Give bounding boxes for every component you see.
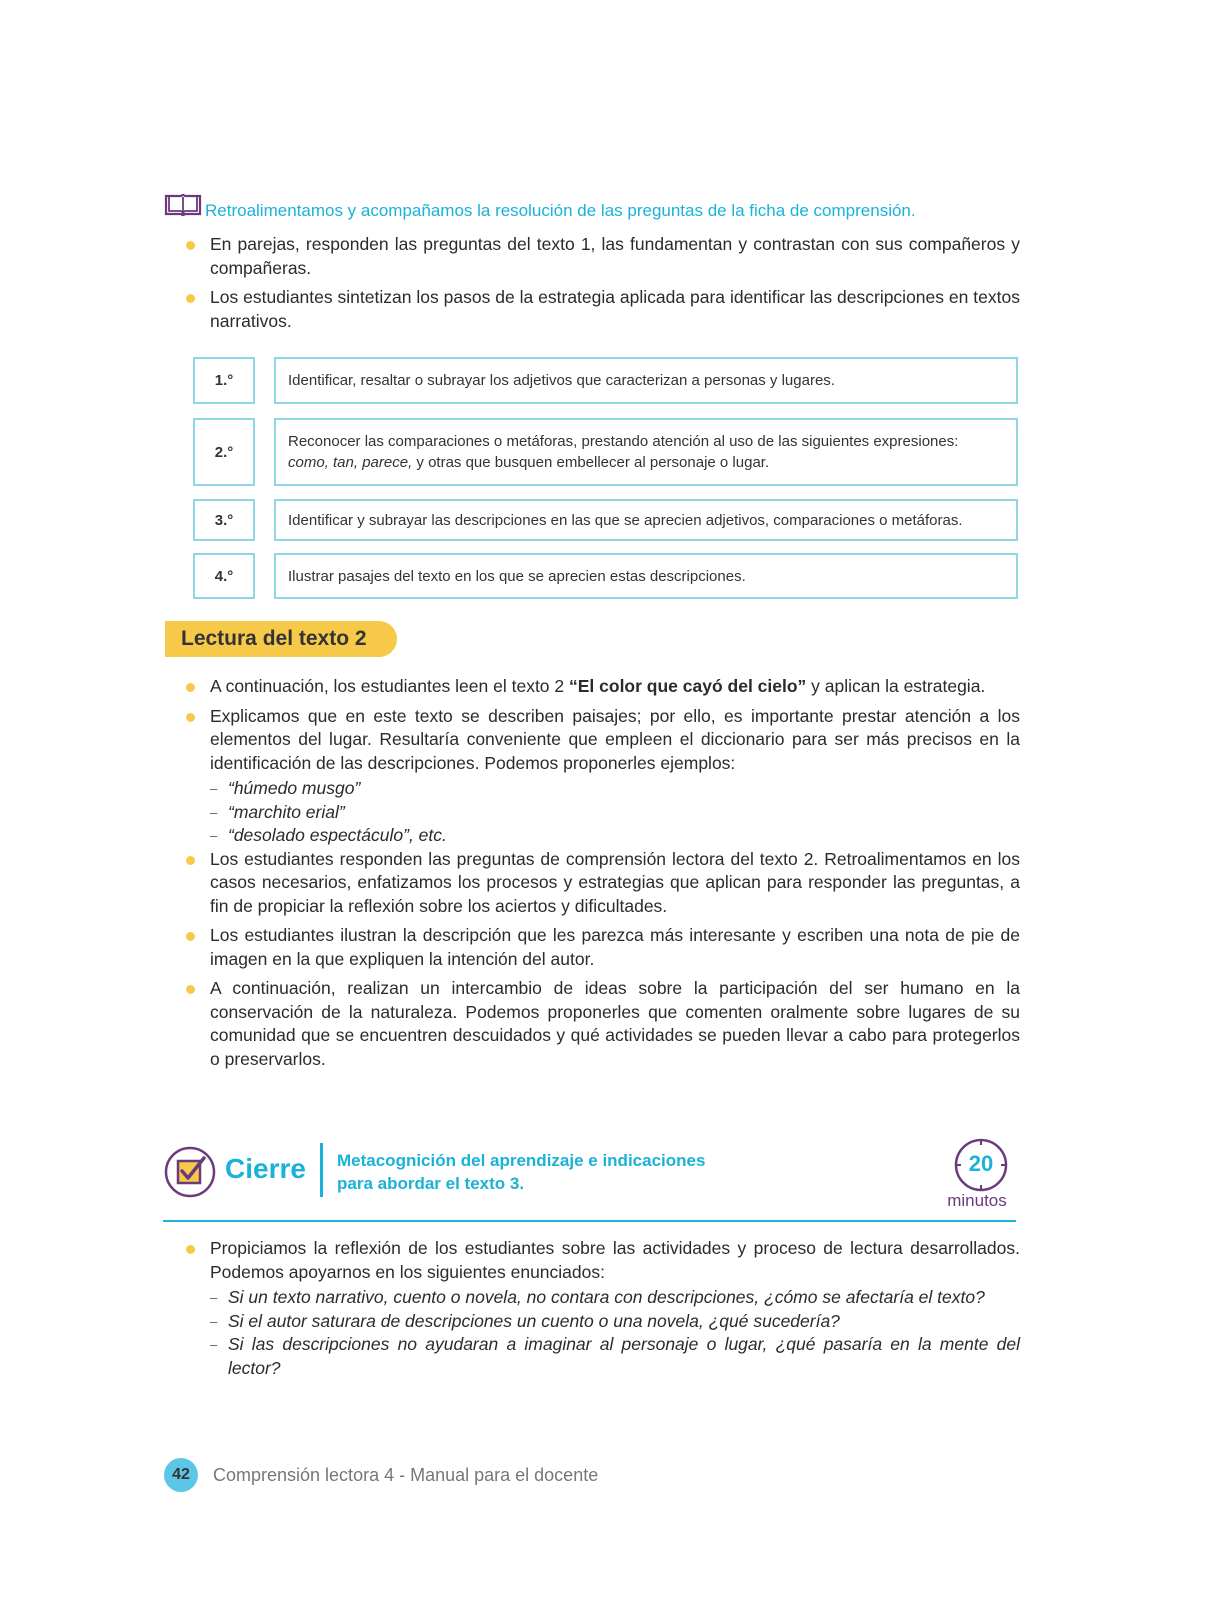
step-text: Identificar, resaltar o subrayar los adjetivos que caracterizan a personas y lugares. xyxy=(274,357,1018,404)
step-text: Identificar y subrayar las descripciones en las que se aprecien adjetivos, comparaciones o metáforas. xyxy=(274,499,1018,541)
question-item: – Si el autor saturara de descripciones un cuento o una novela, ¿qué sucedería? xyxy=(210,1310,1020,1334)
text-part: Propiciamos la reflexión de los estudiantes sobre las actividades y proceso de lectura desarrollados. Podemos apoyarnos en los siguientes enunciados: xyxy=(210,1238,1020,1282)
page-number: 42 xyxy=(164,1458,198,1492)
text-title: “El color que cayó del cielo” xyxy=(569,676,807,696)
list-item: A continuación, realizan un intercambio de ideas sobre la participación del ser humano en la conservación de la naturaleza. Podemos proponerles que comenten oralmente sobre lugares de su comunidad que se encuentren descuidados y qué actividades se pueden llevar a cabo para protegerlos o preservarlos. xyxy=(186,977,1020,1071)
example-item: – “húmedo musgo” xyxy=(210,777,1020,801)
subtitle-line: para abordar el texto 3. xyxy=(337,1174,525,1193)
question-item: – Si las descripciones no ayudaran a imaginar al personaje o lugar, ¿qué pasaría en la mente del lector? xyxy=(210,1333,1020,1380)
list-item: En parejas, responden las preguntas del texto 1, las fundamentan y contrastan con sus compañeros y compañeras. xyxy=(186,233,1020,280)
cierre-subtitle xyxy=(337,1149,705,1195)
example-list xyxy=(210,777,1020,848)
text-part: Explicamos que en este texto se describen paisajes; por ello, es importante prestar atención a los elementos del lugar. Resultaría conveniente que empleen el diccionario para ser más precisos en la identificación de las descripciones. Podemos proponerles ejemplos: xyxy=(210,705,1020,773)
step-number: 2.° xyxy=(193,418,255,486)
cierre-title: Cierre xyxy=(225,1153,306,1184)
list-item xyxy=(186,1237,1020,1380)
lectura-bullets xyxy=(186,675,1020,1077)
list-item: Los estudiantes ilustran la descripción que les parezca más interesante y escriben una nota de pie de imagen en la que expliquen la intención del autor. xyxy=(186,924,1020,971)
intro-bullets xyxy=(186,233,1020,339)
step-text-part: Reconocer las comparaciones o metáforas, prestando atención al uso de las siguientes expresiones: xyxy=(288,433,959,450)
cierre-rule xyxy=(163,1220,1016,1222)
checkbox-icon xyxy=(164,1146,216,1198)
question-item: – Si un texto narrativo, cuento o novela, no contara con descripciones, ¿cómo se afectaría el texto? xyxy=(210,1286,1020,1310)
list-item xyxy=(186,705,1020,848)
timer-value: 20 xyxy=(968,1151,994,1176)
step-number: 3.° xyxy=(193,499,255,541)
example-item: – “marchito erial” xyxy=(210,801,1020,825)
text-part: A continuación, los estudiantes leen el texto 2 xyxy=(210,676,569,696)
divider xyxy=(320,1143,323,1197)
step-number: 1.° xyxy=(193,357,255,404)
book-icon xyxy=(164,193,202,217)
cierre-bullets xyxy=(186,1237,1020,1386)
step-text-part: y otras que busquen embellecer al personaje o lugar. xyxy=(412,454,770,471)
step-text xyxy=(274,418,1018,486)
subtitle-line: Metacognición del aprendizaje e indicaciones xyxy=(337,1151,706,1170)
question-list xyxy=(210,1286,1020,1380)
example-item: – “desolado espectáculo”, etc. xyxy=(210,824,1020,848)
intro-heading: Retroalimentamos y acompañamos la resolución de las preguntas de la ficha de comprensión. xyxy=(205,201,916,220)
footer-title: Comprensión lectora 4 - Manual para el docente xyxy=(213,1465,599,1485)
step-number: 4.° xyxy=(193,553,255,599)
list-item xyxy=(186,675,1020,699)
list-item: Los estudiantes responden las preguntas de comprensión lectora del texto 2. Retroalimentamos en los casos necesarios, enfatizamos los procesos y estrategias que aplican para responder las preguntas, a fin de propiciar la reflexión sobre los aciertos y dificultades. xyxy=(186,848,1020,919)
step-text: Ilustrar pasajes del texto en los que se aprecien estas descripciones. xyxy=(274,553,1018,599)
step-text-italic: como, tan, parece, xyxy=(288,454,413,471)
text-part: y aplican la estrategia. xyxy=(806,676,986,696)
section-title: Lectura del texto 2 xyxy=(165,621,397,657)
timer-label: minutos xyxy=(947,1191,1007,1210)
list-item: Los estudiantes sintetizan los pasos de la estrategia aplicada para identificar las descripciones en textos narrativos. xyxy=(186,286,1020,333)
